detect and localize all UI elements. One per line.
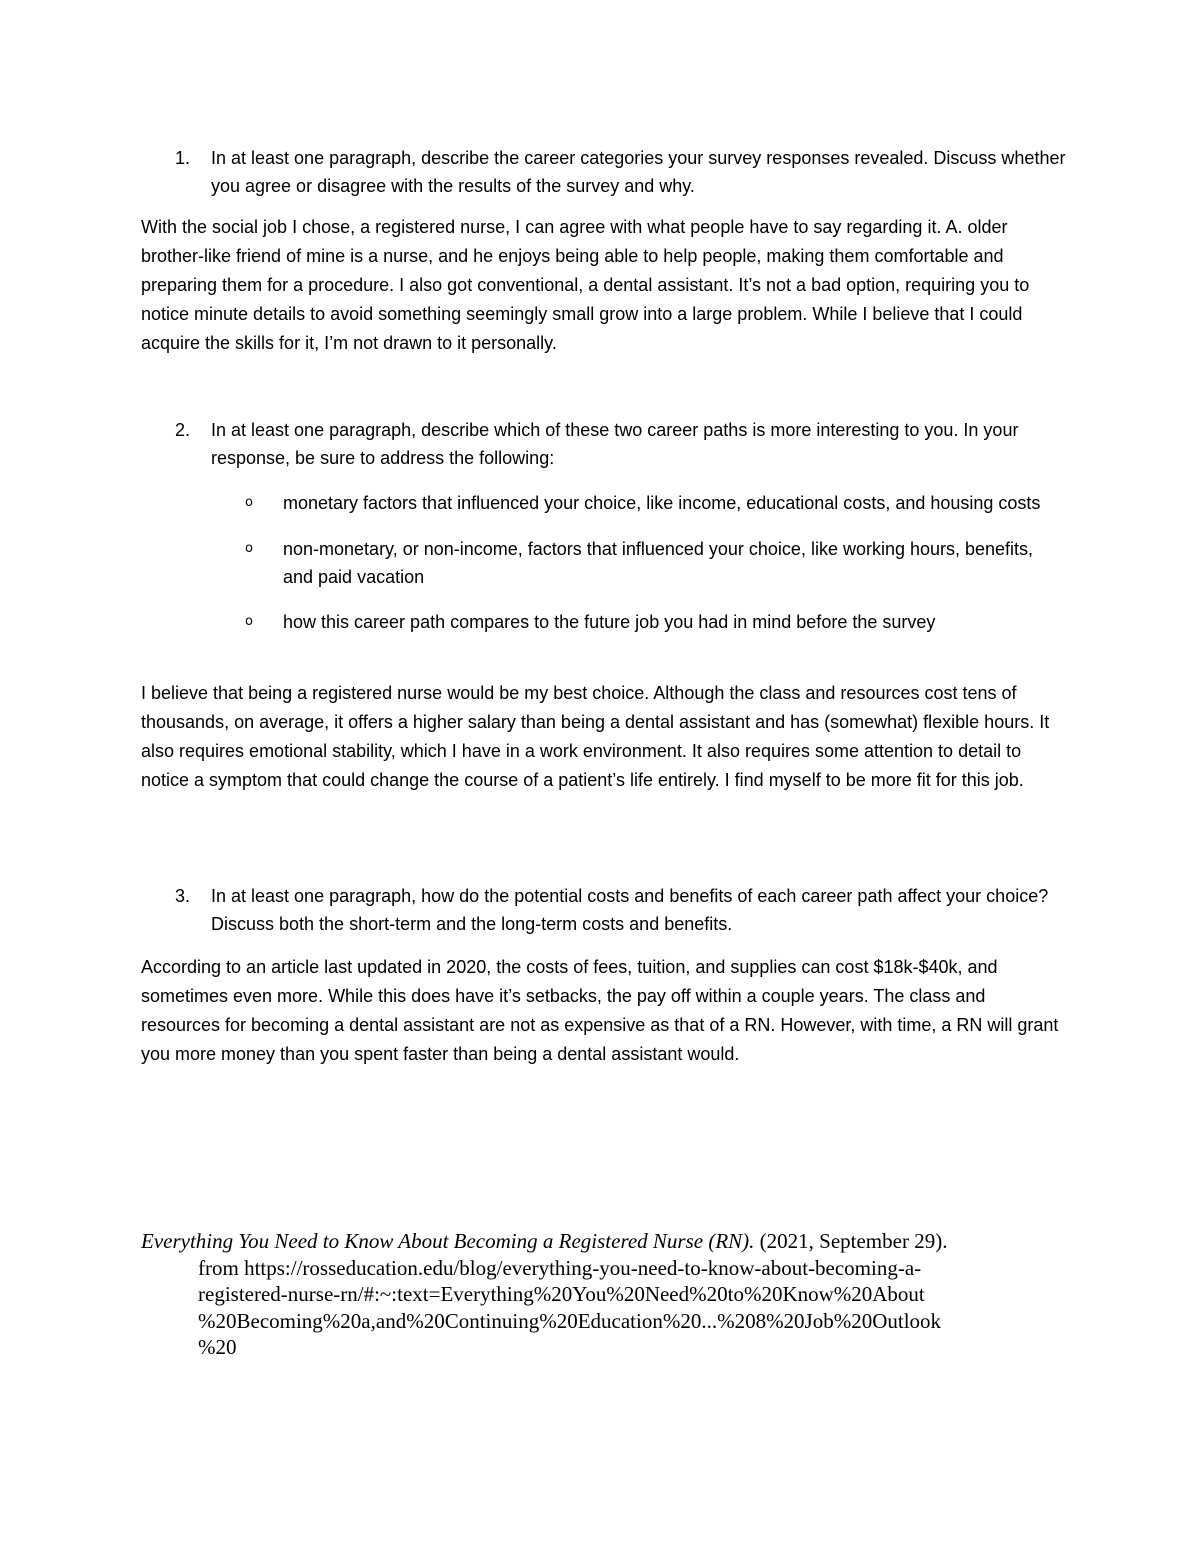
- answer-paragraph: With the social job I chose, a registered nurse, I can agree with what people have to say regarding it. A. older brother-like friend of mine is a nurse, and he enjoys being able to help people, making them comfortable and preparing them for a procedure. I also got conventional, a dental assistant. It’s not a bad option, requiring you to notice minute details to avoid something seemingly small grow into a large problem. While I believe that I could acquire the skills for it, I’m not drawn to it personally.: [141, 217, 1030, 353]
- answer-2: [141, 679, 1061, 795]
- question-text: In at least one paragraph, describe the career categories your survey responses revealed. Discuss whether you agree or disagree with the results of the survey and why.: [211, 148, 1066, 196]
- citation-url-line: %20: [198, 1335, 237, 1359]
- bullet-marker: o: [245, 541, 253, 556]
- question-text: In at least one paragraph, how do the potential costs and benefits of each career path affect your choice? Discuss both the short-term and the long-term costs and benefits.: [211, 886, 1049, 934]
- question-number: 3.: [175, 886, 191, 906]
- reference-citation: [141, 1228, 1061, 1361]
- bullet-item: [245, 608, 1045, 636]
- question-number: 1.: [175, 148, 191, 168]
- bullet-text: non-monetary, or non-income, factors that influenced your choice, like working hours, benefits, and paid vacation: [283, 539, 1034, 587]
- bullet-marker: o: [245, 495, 253, 510]
- citation-url-line: %20Becoming%20a,and%20Continuing%20Education%20...%208%20Job%20Outlook: [198, 1308, 942, 1333]
- question-text: In at least one paragraph, describe which of these two career paths is more interesting to you. In your response, be sure to address the following:: [211, 420, 1019, 468]
- question-3: [175, 882, 1075, 938]
- answer-paragraph: According to an article last updated in 2020, the costs of fees, tuition, and supplies can cost $18k-$40k, and sometimes even more. While this does have it’s setbacks, the pay off within a couple years. The class and resources for becoming a dental assistant are not as expensive as that of a RN. However, with time, a RN will grant you more money than you spent faster than being a dental assistant would.: [141, 957, 1059, 1064]
- bullet-item: [245, 489, 1045, 517]
- question-2-bullet-list: [245, 489, 1045, 636]
- bullet-text: how this career path compares to the future job you had in mind before the survey: [283, 612, 936, 632]
- answer-3: [141, 953, 1061, 1069]
- citation-title: Everything You Need to Know About Becoming a Registered Nurse (RN).: [141, 1229, 755, 1253]
- citation-url-line: from https://rosseducation.edu/blog/everything-you-need-to-know-about-becoming-a-: [198, 1255, 922, 1280]
- citation-url-line: registered-nurse-rn/#:~:text=Everything%20You%20Need%20to%20Know%20About: [198, 1282, 925, 1306]
- citation-date: (2021, September 29).: [754, 1229, 948, 1253]
- citation-url: [141, 1255, 1061, 1361]
- bullet-text: monetary factors that influenced your choice, like income, educational costs, and housing costs: [283, 493, 1041, 513]
- answer-1: [141, 213, 1061, 358]
- bullet-item: [245, 535, 1045, 591]
- question-number: 2.: [175, 420, 191, 440]
- question-1: [175, 144, 1075, 200]
- answer-paragraph: I believe that being a registered nurse would be my best choice. Although the class and resources cost tens of thousands, on average, it offers a higher salary than being a dental assistant and has (somewhat) flexible hours. It also requires emotional stability, which I have in a work environment. It also requires some attention to detail to notice a symptom that could change the course of a patient’s life entirely. I find myself to be more fit for this job.: [141, 683, 1050, 790]
- question-2: [175, 416, 1075, 472]
- citation-first-line: [141, 1228, 1061, 1255]
- bullet-marker: o: [245, 614, 253, 629]
